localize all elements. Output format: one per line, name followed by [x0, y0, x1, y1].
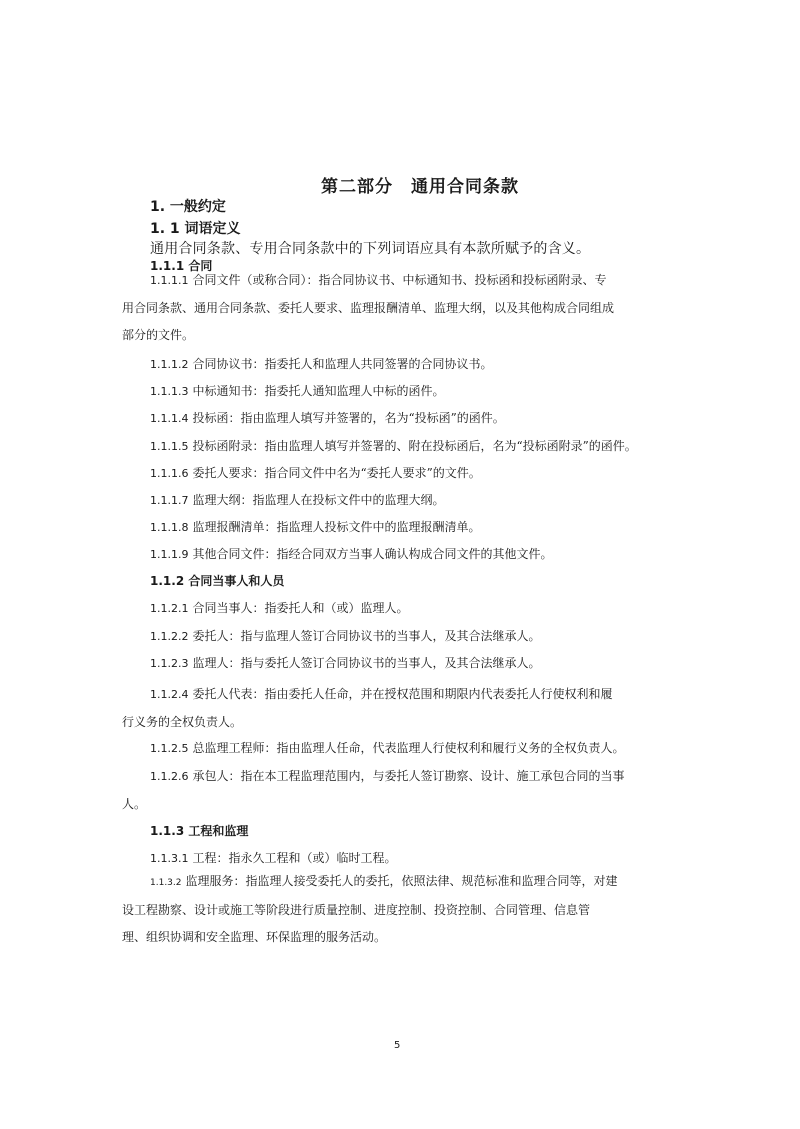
clause-text: 设工程勘察、设计或施工等阶段进行质量控制、进度控制、投资控制、合同管理、信息管	[122, 903, 591, 917]
clause-number: 1.1.1.9	[150, 548, 189, 561]
clause-text: 合同文件（或称合同）：指合同协议书、中标通知书、投标函和投标函附录、专	[192, 273, 607, 287]
clause-text: 投标函：指由监理人填写并签署的，名为“投标函”的函件。	[192, 411, 505, 425]
clause-text: 用合同条款、通用合同条款、委托人要求、监理报酬清单、监理大纲，以及其他构成合同组成	[122, 301, 615, 315]
clause-1-1-1-8	[150, 519, 481, 536]
clause-text: 监理服务：指监理人接受委托人的委托，依照法律、规范标准和监理合同等，对建	[185, 874, 618, 888]
clause-1-1-1-4	[150, 410, 505, 427]
clause-text: 工程：指永久工程和（或）临时工程。	[192, 851, 397, 865]
clause-1-1-3-2	[122, 873, 682, 945]
clause-number: 1.1.1.4	[150, 412, 189, 425]
clause-number: 1.1.1.8	[150, 521, 189, 534]
section-heading-definitions: 1. 1 词语定义	[150, 221, 241, 237]
clause-number: 1.1.1.7	[150, 494, 189, 507]
clause-text: 部分的文件。	[122, 328, 195, 342]
clause-number: 1.1.2.5	[150, 742, 189, 755]
clause-number: 1.1.3.2	[150, 878, 182, 888]
clause-text: 行义务的全权负责人。	[122, 715, 243, 729]
clause-text: 中标通知书：指委托人通知监理人中标的函件。	[192, 384, 445, 398]
clause-1-1-1-1	[122, 272, 682, 343]
clause-number: 1.1.1.1	[150, 274, 189, 287]
clause-1-1-1-3	[150, 383, 445, 400]
clause-text: 承包人：指在本工程监理范围内，与委托人签订勘察、设计、施工承包合同的当事	[192, 769, 625, 783]
clause-number: 1.1.2.1	[150, 602, 189, 615]
clause-text: 监理大纲：指监理人在投标文件中的监理大纲。	[192, 493, 445, 507]
clause-text: 投标函附录：指由监理人填写并签署的、附在投标函后，名为“投标函附录”的函件。	[192, 439, 637, 453]
clause-1-1-1-5	[150, 438, 637, 455]
section-heading-general: 1. 一般约定	[150, 199, 226, 215]
clause-1-1-2-4	[122, 686, 682, 730]
clause-number: 1.1.2.3	[150, 657, 189, 670]
clause-text: 合同协议书：指委托人和监理人共同签署的合同协议书。	[192, 357, 493, 371]
subsection-heading-works: 1.1.3 工程和监理	[150, 824, 249, 838]
clause-1-1-1-2	[150, 356, 493, 373]
clause-number: 1.1.1.6	[150, 467, 189, 480]
clause-text: 其他合同文件：指经合同双方当事人确认构成合同文件的其他文件。	[192, 547, 553, 561]
clause-text: 合同当事人：指委托人和（或）监理人。	[192, 601, 409, 615]
clause-1-1-2-3	[150, 655, 541, 672]
clause-1-1-3-1	[150, 850, 397, 867]
clause-text: 总监理工程师：指由监理人任命，代表监理人行使权利和履行义务的全权负责人。	[192, 741, 625, 755]
clause-1-1-2-6	[122, 768, 682, 812]
clause-number: 1.1.2.6	[150, 770, 189, 783]
clause-number: 1.1.1.5	[150, 440, 189, 453]
clause-number: 1.1.2.4	[150, 688, 189, 701]
clause-number: 1.1.1.2	[150, 358, 189, 371]
page-number: 5	[394, 1040, 401, 1051]
clause-text: 监理人：指与委托人签订合同协议书的当事人，及其合法继承人。	[192, 656, 541, 670]
clause-1-1-1-9	[150, 546, 553, 563]
clause-text: 监理报酬清单：指监理人投标文件中的监理报酬清单。	[192, 520, 481, 534]
page-title: 第二部分 通用合同条款	[321, 177, 519, 197]
definitions-intro: 通用合同条款、专用合同条款中的下列词语应具有本款所赋予的含义。	[150, 241, 591, 257]
clause-number: 1.1.2.2	[150, 630, 189, 643]
clause-number: 1.1.3.1	[150, 852, 189, 865]
subsection-heading-contract: 1.1.1 合同	[150, 259, 213, 273]
clause-1-1-1-6	[150, 465, 481, 482]
clause-text: 理、组织协调和安全监理、环保监理的服务活动。	[122, 930, 387, 944]
clause-number: 1.1.1.3	[150, 385, 189, 398]
clause-text: 委托人：指与监理人签订合同协议书的当事人，及其合法继承人。	[192, 629, 541, 643]
clause-text: 人。	[122, 797, 147, 811]
clause-text: 委托人要求：指合同文件中名为“委托人要求”的文件。	[192, 466, 481, 480]
clause-1-1-1-7	[150, 492, 445, 509]
clause-1-1-2-5	[150, 740, 625, 757]
clause-1-1-2-2	[150, 628, 541, 645]
clause-text: 委托人代表：指由委托人任命，并在授权范围和期限内代表委托人行使权利和履	[192, 687, 613, 701]
clause-1-1-2-1	[150, 600, 409, 617]
subsection-heading-parties: 1.1.2 合同当事人和人员	[150, 574, 285, 588]
